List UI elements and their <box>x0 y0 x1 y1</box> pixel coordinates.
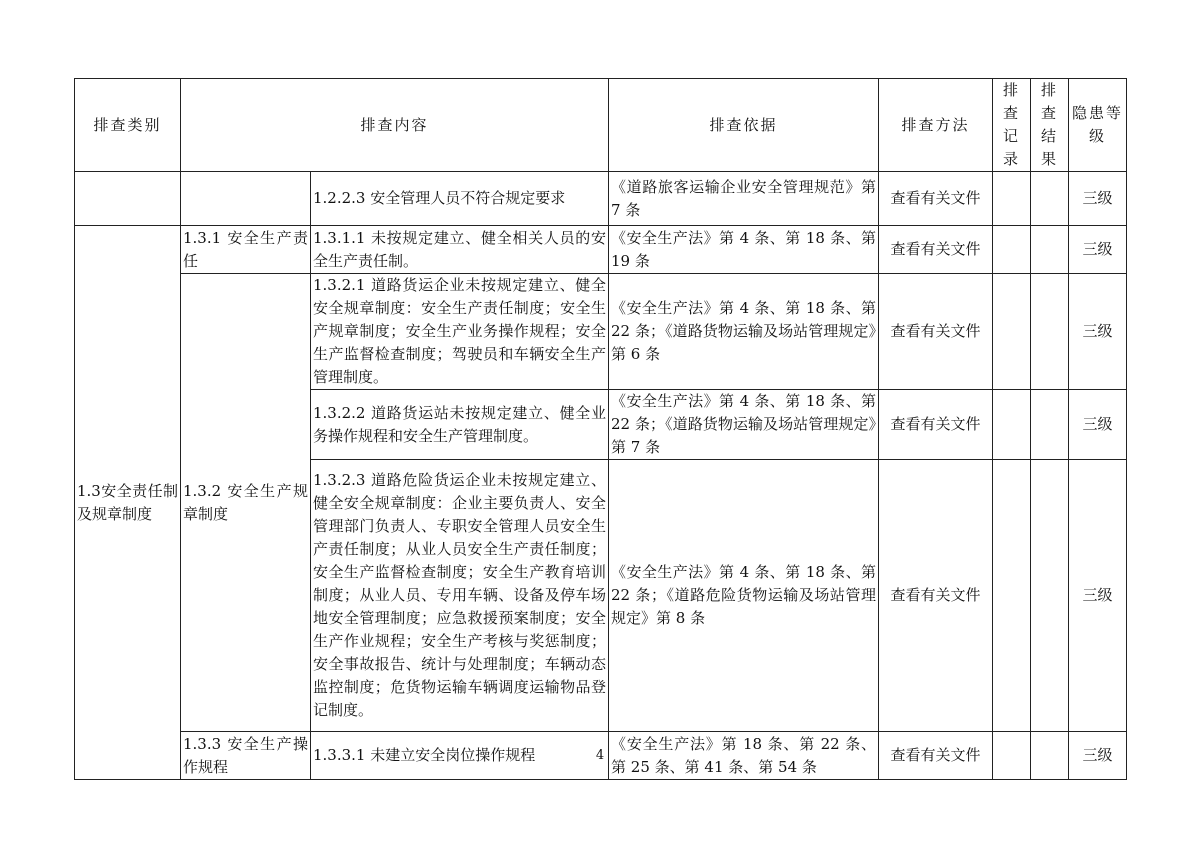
method-cell: 查看有关文件 <box>879 732 993 780</box>
item-cell: 1.3.2.2 道路货运站未按规定建立、健全业务操作规程和安全生产管理制度。 <box>311 390 609 460</box>
record-cell <box>993 460 1031 732</box>
category-cell: 1.3安全责任制及规章制度 <box>75 226 181 780</box>
basis-cell: 《安全生产法》第 4 条、第 18 条、第 22 条；《道路货物运输及场站管理规定》第 7 条 <box>609 390 879 460</box>
header-basis: 排查依据 <box>609 79 879 172</box>
subcategory-cell: 1.3.1 安全生产责任 <box>181 226 311 274</box>
subcategory-cell: 1.3.3 安全生产操作规程 <box>181 732 311 780</box>
header-method: 排查方法 <box>879 79 993 172</box>
item-cell: 1.3.3.1 未建立安全岗位操作规程 <box>311 732 609 780</box>
table-row <box>75 274 1127 390</box>
result-cell <box>1031 390 1069 460</box>
header-row <box>75 79 1127 172</box>
level-cell: 三级 <box>1069 172 1127 226</box>
page-number: 4 <box>595 748 605 763</box>
record-cell <box>993 274 1031 390</box>
level-cell: 三级 <box>1069 460 1127 732</box>
record-cell <box>993 226 1031 274</box>
method-cell: 查看有关文件 <box>879 274 993 390</box>
result-cell <box>1031 274 1069 390</box>
item-cell: 1.2.2.3 安全管理人员不符合规定要求 <box>311 172 609 226</box>
method-cell: 查看有关文件 <box>879 390 993 460</box>
basis-cell: 《道路旅客运输企业安全管理规范》第 7 条 <box>609 172 879 226</box>
item-cell: 1.3.2.1 道路货运企业未按规定建立、健全安全规章制度：安全生产责任制度；安全生产规章制度；安全生产业务操作规程；安全生产监督检查制度；驾驶员和车辆安全生产管理制度。 <box>311 274 609 390</box>
item-cell: 1.3.1.1 未按规定建立、健全相关人员的安全生产责任制。 <box>311 226 609 274</box>
basis-cell: 《安全生产法》第 4 条、第 18 条、第 22 条；《道路危险货物运输及场站管理规定》第 8 条 <box>609 460 879 732</box>
result-cell <box>1031 460 1069 732</box>
level-cell: 三级 <box>1069 274 1127 390</box>
header-content: 排查内容 <box>181 79 609 172</box>
level-cell: 三级 <box>1069 390 1127 460</box>
subcategory-cell-empty <box>181 172 311 226</box>
header-record: 排查记录 <box>993 79 1031 172</box>
record-cell <box>993 390 1031 460</box>
basis-cell: 《安全生产法》第 18 条、第 22 条、第 25 条、第 41 条、第 54 条 <box>609 732 879 780</box>
inspection-table <box>74 78 1127 780</box>
item-cell: 1.3.2.3 道路危险货运企业未按规定建立、健全安全规章制度：企业主要负责人、安全管理部门负责人、专职安全管理人员安全生产责任制度；从业人员安全生产责任制度；安全生产监督检查制度；安全生产教育培训制度；从业人员、专用车辆、设备及停车场地安全管理制度；应急救援预案制度；安全生产作业规程；安全生产考核与奖惩制度；安全事故报告、统计与处理制度；车辆动态监控制度；危货物运输车辆调度运输物品登记制度。 <box>311 460 609 732</box>
record-cell <box>993 172 1031 226</box>
basis-cell: 《安全生产法》第 4 条、第 18 条、第 22 条；《道路货物运输及场站管理规定》第 6 条 <box>609 274 879 390</box>
result-cell <box>1031 172 1069 226</box>
method-cell: 查看有关文件 <box>879 172 993 226</box>
result-cell <box>1031 226 1069 274</box>
table-row <box>75 226 1127 274</box>
method-cell: 查看有关文件 <box>879 460 993 732</box>
header-category: 排查类别 <box>75 79 181 172</box>
header-result: 排查结果 <box>1031 79 1069 172</box>
method-cell: 查看有关文件 <box>879 226 993 274</box>
basis-cell: 《安全生产法》第 4 条、第 18 条、第 19 条 <box>609 226 879 274</box>
header-level: 隐患等级 <box>1069 79 1127 172</box>
level-cell: 三级 <box>1069 226 1127 274</box>
level-cell: 三级 <box>1069 732 1127 780</box>
subcategory-cell: 1.3.2 安全生产规章制度 <box>181 274 311 732</box>
table-row <box>75 172 1127 226</box>
category-cell-empty <box>75 172 181 226</box>
